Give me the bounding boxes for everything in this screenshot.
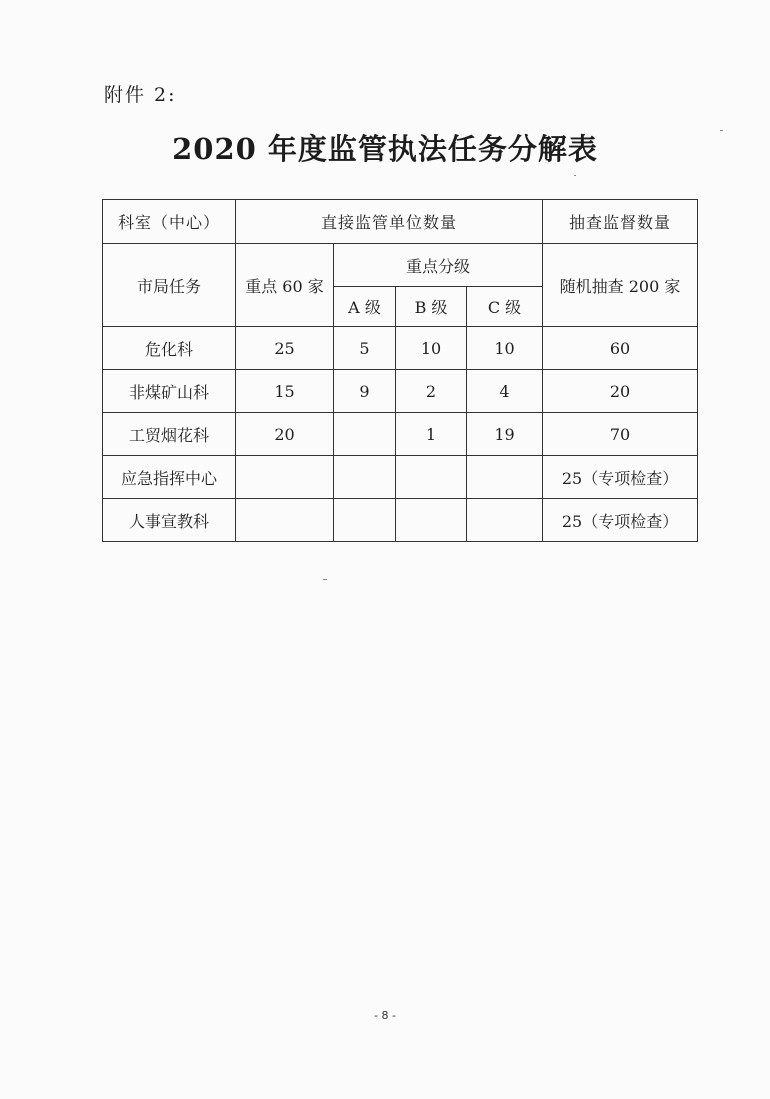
attachment-label: 附件 2: — [104, 84, 177, 106]
cell-spot-check: 20 — [543, 370, 698, 413]
cell-spot-check: 60 — [543, 327, 698, 370]
cell-spot-check: 25（专项检查） — [543, 499, 698, 542]
cell-grade-c: 19 — [467, 413, 543, 456]
header-key-grading: 重点分级 — [334, 244, 543, 287]
cell-key-units — [236, 499, 334, 542]
cell-grade-b: 2 — [396, 370, 467, 413]
header-key-units: 重点 60 家 — [236, 244, 334, 327]
table-row — [103, 413, 698, 456]
header-city-task: 市局任务 — [103, 244, 236, 327]
cell-grade-a — [334, 499, 396, 542]
table-row — [103, 370, 698, 413]
cell-grade-c — [467, 456, 543, 499]
cell-grade-a — [334, 413, 396, 456]
scan-speck — [323, 579, 327, 580]
table-row — [103, 456, 698, 499]
scan-speck — [720, 130, 723, 131]
cell-grade-b — [396, 499, 467, 542]
header-grade-c: C 级 — [467, 287, 543, 327]
header-direct-supervision: 直接监管单位数量 — [236, 200, 543, 244]
cell-grade-b: 10 — [396, 327, 467, 370]
cell-spot-check: 70 — [543, 413, 698, 456]
cell-grade-c — [467, 499, 543, 542]
header-random-check: 随机抽查 200 家 — [543, 244, 698, 327]
page-number: - 8 - — [374, 1009, 396, 1022]
cell-dept: 工贸烟花科 — [103, 413, 236, 456]
cell-dept: 应急指挥中心 — [103, 456, 236, 499]
task-table — [102, 199, 698, 542]
header-dept-center: 科室（中心） — [103, 200, 236, 244]
table-subheader-row — [103, 244, 698, 287]
scan-speck — [574, 175, 576, 176]
cell-dept: 人事宣教科 — [103, 499, 236, 542]
table-row — [103, 499, 698, 542]
header-grade-a: A 级 — [334, 287, 396, 327]
table-row — [103, 327, 698, 370]
cell-grade-b — [396, 456, 467, 499]
cell-key-units: 25 — [236, 327, 334, 370]
cell-grade-a: 5 — [334, 327, 396, 370]
cell-grade-b: 1 — [396, 413, 467, 456]
cell-grade-c: 4 — [467, 370, 543, 413]
cell-key-units: 20 — [236, 413, 334, 456]
cell-dept: 非煤矿山科 — [103, 370, 236, 413]
document-title: 2020 年度监管执法任务分解表 — [172, 132, 598, 166]
cell-grade-a: 9 — [334, 370, 396, 413]
table-header-row — [103, 200, 698, 244]
cell-spot-check: 25（专项检查） — [543, 456, 698, 499]
header-grade-b: B 级 — [396, 287, 467, 327]
cell-key-units — [236, 456, 334, 499]
cell-dept: 危化科 — [103, 327, 236, 370]
header-spot-check: 抽查监督数量 — [543, 200, 698, 244]
cell-grade-a — [334, 456, 396, 499]
cell-key-units: 15 — [236, 370, 334, 413]
cell-grade-c: 10 — [467, 327, 543, 370]
